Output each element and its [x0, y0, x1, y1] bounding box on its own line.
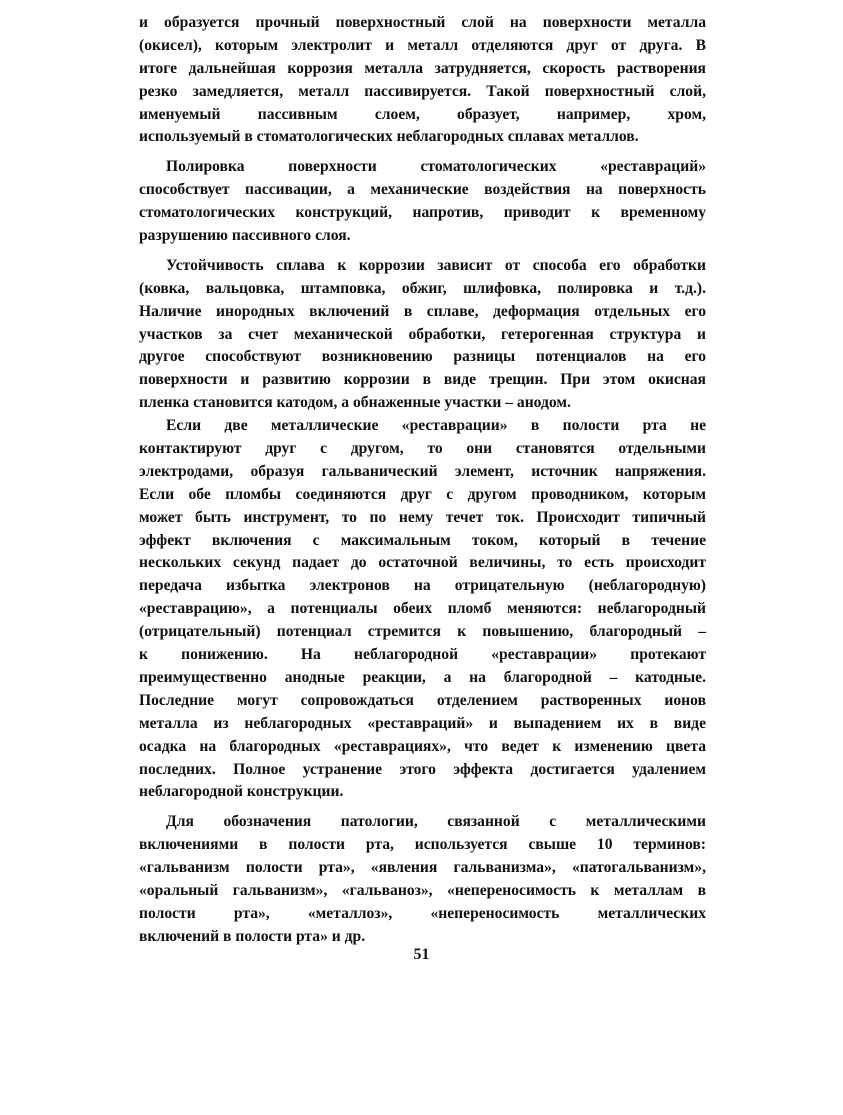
- text-line: способствует пассивации, а механические воздействия на поверхность: [139, 181, 706, 199]
- text-line: преимущественно анодные реакции, а на благородной – катодные.: [139, 668, 706, 686]
- text-line: резко замедляется, металл пассивируется. Такой поверхностный слой,: [139, 82, 706, 100]
- text-line: и образуется прочный поверхностный слой на поверхности металла: [139, 14, 706, 31]
- text-line: может быть инструмент, то по нему течет ток. Происходит типичный: [139, 508, 706, 526]
- page-body: [139, 12, 706, 949]
- text-line: Полировка поверхности стоматологических «реставраций»: [166, 158, 706, 176]
- text-line: неблагородной конструкции.: [139, 783, 344, 801]
- text-line: другое способствуют возникновению разницы потенциалов на его: [139, 348, 706, 366]
- text-line: полости рта», «металлоз», «непереносимость металлических: [139, 904, 706, 922]
- paragraph-5: [139, 811, 706, 948]
- text-line: электродами, образуя гальванический элемент, источник напряжения.: [139, 462, 706, 480]
- text-line: включений в полости рта» и др.: [139, 927, 366, 945]
- text-line: «реставрацию», а потенциалы обеих пломб меняются: неблагородный: [139, 600, 706, 618]
- text-line: Наличие инородных включений в сплаве, деформация отдельных его: [139, 302, 706, 320]
- text-line: (окисел), которым электролит и металл отделяются друг от друга. В: [139, 36, 706, 54]
- text-line: итоге дальнейшая коррозия металла затрудняется, скорость растворения: [139, 59, 706, 77]
- text-line: пленка становится катодом, а обнаженные участки – анодом.: [139, 394, 571, 412]
- text-line: эффект включения с максимальным током, который в течение: [139, 531, 706, 549]
- paragraph-gap: [139, 248, 706, 255]
- text-line: последних. Полное устранение этого эффекта достигается удалением: [139, 760, 706, 778]
- text-line: передача избытка электронов на отрицательную (неблагородную): [139, 577, 706, 595]
- text-line: используемый в стоматологических неблагородных сплавах металлов.: [139, 128, 639, 146]
- text-line: стоматологических конструкций, напротив, приводит к временному: [139, 204, 706, 222]
- text-line: «гальванизм полости рта», «явления гальванизма», «патогальванизм»,: [139, 859, 706, 877]
- text-line: Если две металлические «реставрации» в полости рта не: [166, 417, 706, 435]
- text-line: «оральный гальванизм», «гальваноз», «непереносимость к металлам в: [139, 881, 706, 899]
- text-line: Если обе пломбы соединяются друг с другом проводником, которым: [139, 485, 706, 503]
- paragraph-3: [139, 255, 706, 415]
- paragraph-4: [139, 415, 706, 804]
- text-line: нескольких секунд падает до остаточной величины, то есть происходит: [139, 554, 706, 572]
- text-line: (отрицательный) потенциал стремится к повышению, благородный –: [139, 623, 706, 641]
- page-number: 51: [413, 946, 430, 963]
- text-line: включениями в полости рта, используется свыше 10 терминов:: [139, 836, 706, 854]
- text-line: Последние могут сопровождаться отделением растворенных ионов: [139, 691, 706, 709]
- paragraph-2: [139, 156, 706, 248]
- paragraph-gap: [139, 804, 706, 811]
- text-line: участков за счет механической обработки, гетерогенная структура и: [139, 325, 706, 343]
- text-line: (ковка, вальцовка, штамповка, обжиг, шлифовка, полировка и т.д.).: [139, 279, 706, 297]
- text-line: осадка на благородных «реставрациях», что ведет к изменению цвета: [139, 737, 706, 755]
- text-line: контактируют друг с другом, то они становятся отдельными: [139, 440, 706, 458]
- paragraph-gap: [139, 149, 706, 156]
- text-line: разрушению пассивного слоя.: [139, 227, 351, 245]
- text-line: поверхности и развитию коррозии в виде трещин. При этом окисная: [139, 371, 706, 389]
- text-line: Для обозначения патологии, связанной с металлическими: [166, 813, 706, 831]
- text-line: металла из неблагородных «реставраций» и выпадением их в виде: [139, 714, 706, 732]
- text-line: к понижению. На неблагородной «реставрации» протекают: [139, 646, 706, 664]
- paragraph-1: [139, 12, 706, 149]
- text-line: именуемый пассивным слоем, образует, например, хром,: [139, 105, 706, 123]
- text-line: Устойчивость сплава к коррозии зависит от способа его обработки: [166, 256, 706, 274]
